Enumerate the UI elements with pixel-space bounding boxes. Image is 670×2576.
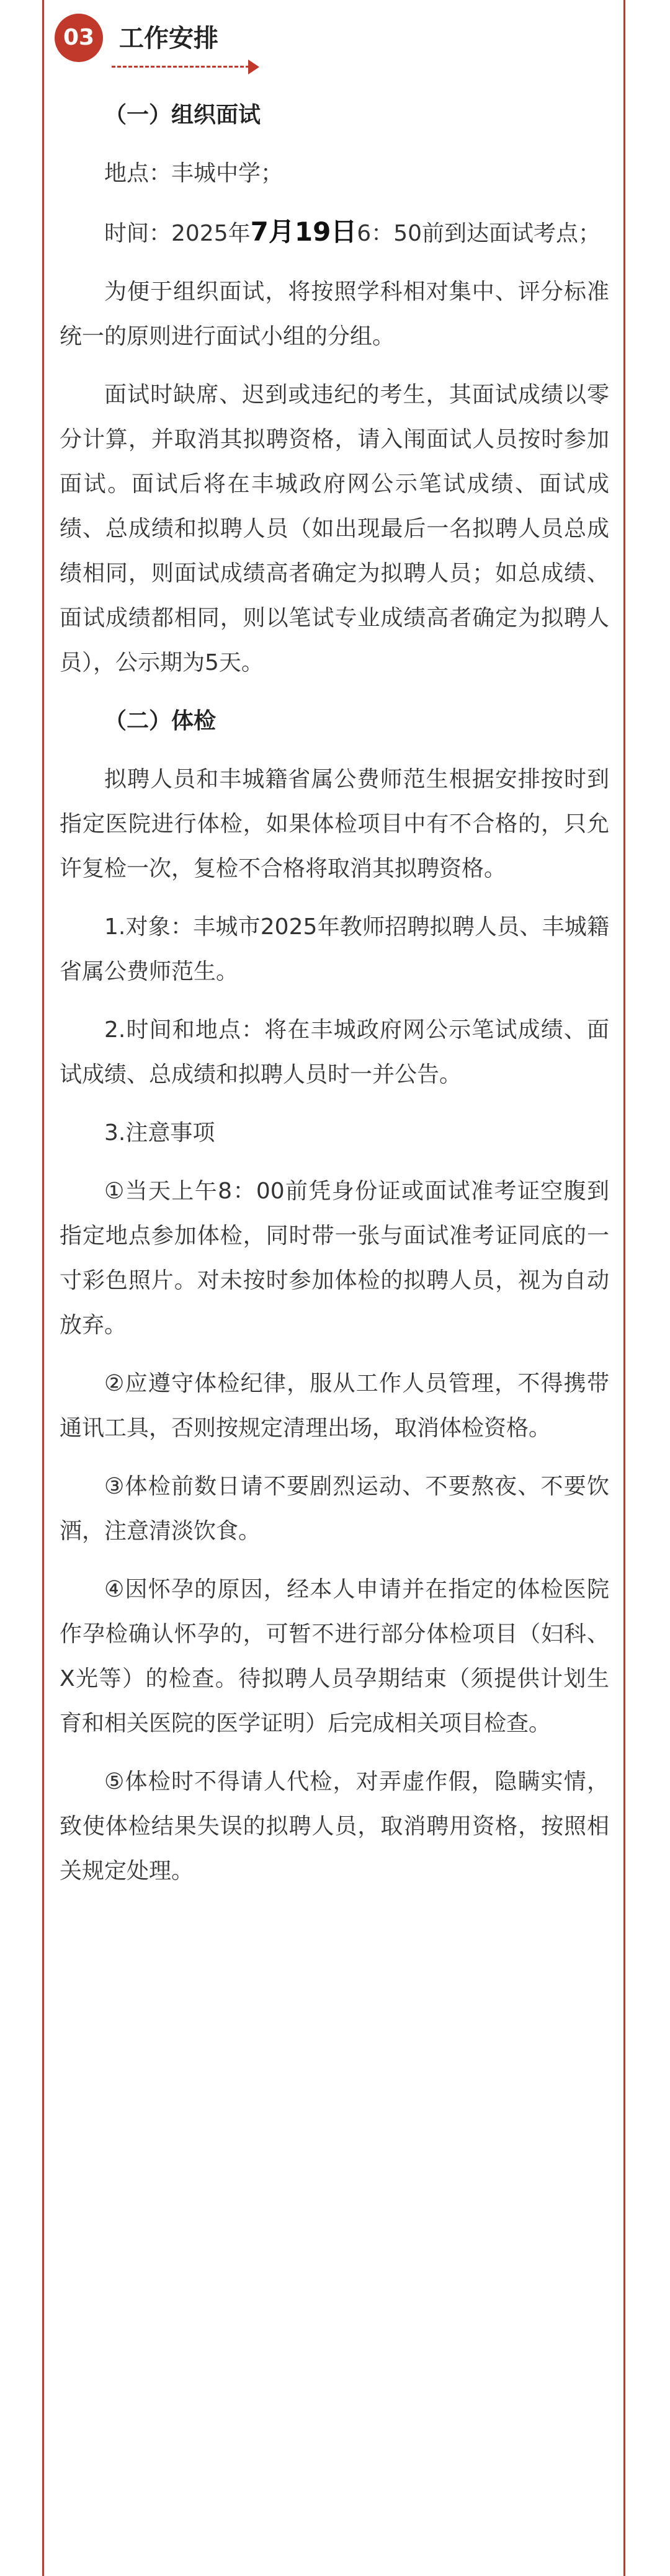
physical-note-4: ④因怀孕的原因，经本人申请并在指定的体检医院作孕检确认怀孕的，可暂不进行部分体检项目（妇科、X光等）的检查。待拟聘人员孕期结束（须提供计划生育和相关医院的医学证明）后完成相关项目检查。: [60, 1577, 609, 1736]
interview-location: 地点：丰城中学；: [104, 161, 284, 186]
interview-time-prefix: 时间：2025年: [104, 221, 251, 246]
interview-time: [60, 210, 609, 256]
physical-note-5: ⑤体检时不得请人代检，对弄虚作假，隐瞒实情，致使体检结果失误的拟聘人员，取消聘用资格，按照相关规定处理。: [60, 1769, 609, 1884]
interview-grouping: 为便于组织面试，将按照学科相对集中、评分标准统一的原则进行面试小组的分组。: [60, 279, 609, 349]
physical-notes-heading: 3.注意事项: [104, 1120, 215, 1146]
physical-note-1: ①当天上午8：00前凭身份证或面试准考证空腹到指定地点参加体检，同时带一张与面试准考证同底的一寸彩色照片。对未按时参加体检的拟聘人员，视为自动放弃。: [60, 1179, 609, 1338]
physical-target: 1.对象：丰城市2025年教师招聘拟聘人员、丰城籍省属公费师范生。: [60, 914, 609, 984]
physical-note-2: ②应遵守体检纪律，服从工作人员管理，不得携带通讯工具，否则按规定清理出场，取消体检资格。: [60, 1371, 609, 1441]
physical-time-place: 2.时间和地点：将在丰城政府网公示笔试成绩、面试成绩、总成绩和拟聘人员时一并公告。: [60, 1017, 609, 1087]
interview-time-suffix: 6：50前到达面试考点；: [357, 221, 601, 246]
article-body: [60, 93, 609, 1907]
physical-heading: （二）体检: [104, 708, 217, 734]
arrow-right-icon: [248, 60, 259, 74]
interview-rules: 面试时缺席、迟到或违纪的考生，其面试成绩以零分计算，并取消其拟聘资格，请入闱面试人员按时参加面试。面试后将在丰城政府网公示笔试成绩、面试成绩、总成绩和拟聘人员（如出现最后一名拟聘人员总成绩相同，则面试成绩高者确定为拟聘人员；如总成绩、面试成绩都相同，则以笔试专业成绩高者确定为拟聘人员），公示期为5天。: [60, 382, 609, 675]
interview-heading: （一）组织面试: [104, 102, 261, 128]
dashed-underline: [112, 66, 249, 68]
interview-date: 7月19日: [250, 216, 357, 247]
physical-intro: 拟聘人员和丰城籍省属公费师范生根据安排按时到指定医院进行体检，如果体检项目中有不合格的，只允许复检一次，复检不合格将取消其拟聘资格。: [60, 767, 609, 881]
section-title: 工作安排: [119, 24, 218, 53]
section-number-badge: 03: [55, 14, 103, 62]
physical-note-3: ③体检前数日请不要剧烈运动、不要熬夜、不要饮酒，注意清淡饮食。: [60, 1474, 609, 1544]
